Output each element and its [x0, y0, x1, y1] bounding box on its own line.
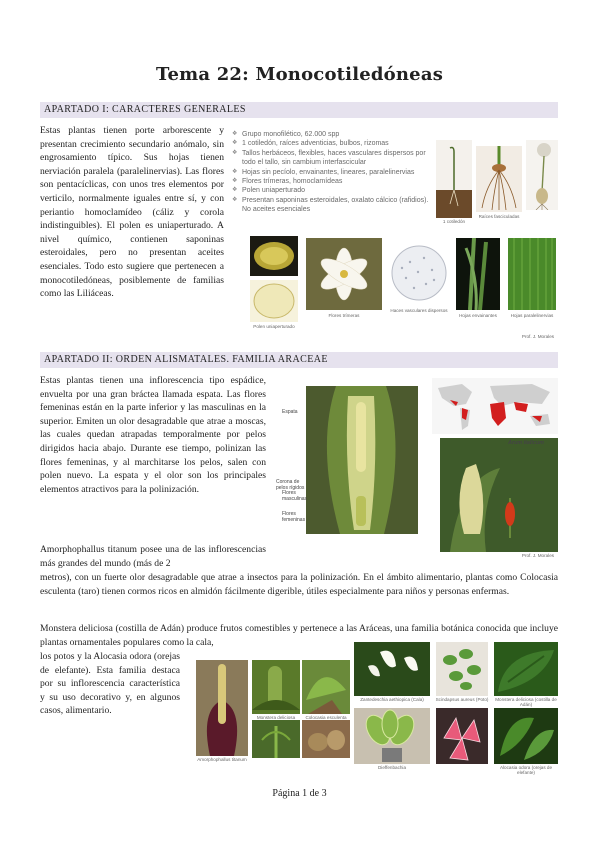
feature-item: ❖ Flores trímeras, homoclamídeas: [232, 177, 432, 186]
caption-zantedeschia: Zantedeschia aethiopica (Cala): [360, 697, 424, 702]
caption-monstera-f: Monstera deliciosa: [256, 715, 296, 720]
caption-flores: Flores trímeras: [328, 313, 360, 318]
aroid-image-2: [252, 720, 300, 758]
alocasia-image: [494, 708, 558, 764]
bulb-image: [526, 140, 558, 210]
monstera-leaf-image: [494, 642, 558, 696]
page-number: Página 1 de 3: [272, 788, 327, 799]
monstera-fruit-image: [252, 660, 300, 714]
parallel-leaves-image: [508, 238, 556, 310]
section-heading-1: APARTADO I: CARACTERES GENERALES: [40, 102, 558, 118]
feature-item: ❖ Hojas sin pecíolo, envainantes, lineares, paralelinervias: [232, 168, 432, 177]
caption-raices: Raíces fasciculadas: [478, 214, 520, 219]
feature-item: ❖ Tallos herbáceos, flexibles, haces vasculares dispersos por todo el tallo, sin cambium interfascicular: [232, 149, 432, 168]
distribution-map-image: [432, 378, 558, 434]
label-corona: Corona de pelos rígidos: [276, 479, 305, 491]
caladium-image: [436, 708, 488, 764]
feature-item: ❖ Polen uniaperturado: [232, 186, 432, 195]
caption-alocasia: Alocasia odora (orejas de elefante): [499, 765, 553, 775]
features-list: [232, 130, 432, 215]
colocasia-image: [302, 660, 350, 714]
label-femeninas: Flores femeninas: [282, 511, 306, 523]
caption-haces: Haces vasculares dispersos: [390, 308, 448, 313]
pothos-image: [436, 642, 488, 696]
section2-paragraph-2b: metros), con un fuerte olor desagradable que atrae a insectos para la polinización. En el ámbito alimentario, plantas como Colocasia esculenta (taro) tienen cormos ricos en almidón fácilmente digerible, útiles especialmente para niños y personas enfermas.: [40, 572, 558, 597]
label-espata: Espata: [282, 409, 298, 415]
dieffenbachia-image: [354, 708, 430, 764]
credit-1: Prof. J. Morales: [521, 334, 555, 339]
vascular-bundles-image: [390, 244, 448, 302]
pollen-image-1: [250, 236, 298, 276]
caption-scindapsus: Scindapsus aureus (Poto): [435, 697, 489, 702]
amorphophallus-image: [196, 660, 248, 756]
lily-flower-image: [306, 238, 382, 310]
feature-item: ❖ Grupo monofilético, 62.000 spp: [232, 130, 432, 139]
page-title: Tema 22: Monocotiledóneas: [155, 64, 444, 85]
section-heading-2: APARTADO II: ORDEN ALISMATALES. FAMILIA ARACEAE: [40, 352, 558, 368]
section2-paragraph-3b: los potos y la Alocasia odora (orejas de elefante). Esta familia destaca por su inflorescencia característica y su uso decorativo y, en algunos casos, alimentario.: [40, 651, 180, 717]
feature-item: ❖ 1 cotiledón, raíces adventicias, bulbos, rizomas: [232, 139, 432, 148]
taro-corm-image: [302, 720, 350, 758]
fibrous-roots-image: [476, 146, 522, 212]
label-arum: Arum italicum: [508, 440, 544, 446]
caption-dieffenbachia: Dieffenbachia: [377, 765, 406, 770]
caption-amorpho: Amorphophallus titanum: [197, 757, 247, 762]
caption-hojas-env: Hojas envainantes: [459, 313, 497, 318]
spadix-image: [306, 386, 418, 534]
label-masculinas: Flores masculinas: [282, 490, 308, 502]
caption-polen: Polen uniaperturado: [253, 324, 295, 329]
section2-paragraph-3a: Monstera deliciosa (costilla de Adán) produce frutos comestibles y pertenece a las Aráceas, una familia botánica conocida que incluye plantas ornamentales populares como la cala,: [40, 623, 558, 648]
seedling-image: [436, 140, 472, 218]
section2-paragraph-2a: Amorphophallus titanum posee una de las inflorescencias más grandes del mundo (más de 2: [40, 544, 266, 569]
credit-2: Prof. J. Morales: [521, 553, 555, 558]
caption-hojas-par: Hojas paralelinervias: [510, 313, 554, 318]
sheathing-leaves-image: [456, 238, 500, 310]
arum-italicum-image: [440, 438, 558, 552]
caption-monstera-c: Monstera deliciosa (costilla de Adán): [495, 697, 557, 707]
caption-colocasia: Colocasia esculenta: [305, 715, 347, 720]
cala-image: [354, 642, 430, 696]
caption-cotiledon: 1 cotiledón: [442, 219, 466, 224]
section2-paragraph-1: Estas plantas tienen una inflorescencia tipo espádice, envuelta por una gran bráctea llamada espata. Las flores femeninas están en la parte inferior y las masculinas en la superior. Emiten un olor desagradable que atrae a moscas, las cuales quedan atrapadas temporalmente por pelos dirigidos hacia abajo. Durante ese tiempo, polinizan las flores femeninas, y al marchitarse los pelos, salen con polen nuevo. La espata y el olor son los principales elementos atractivos para la polinización.: [40, 375, 266, 495]
pollen-image-2: [250, 280, 298, 322]
section1-paragraph: Estas plantas tienen porte arborescente y presentan crecimiento secundario anómalo, sin engrosamiento típico. Sus hojas tienen nerviación paralela (paralelinervias). Las flores son pentacíclicas, con unos tres elementos por verticilo, normalmente iguales entre sí, y con periantio homoclamídeo (cáliz y corola indistinguibles). El polen es uniaperturado. A nivel químico, contienen saponinas esteroidales, pero no presentan aceites esenciales. Todo esto sugiere que pertenecen a monocotiledóneas, posiblemente de familias como las Liliáceas.: [40, 125, 224, 300]
feature-item: ❖ Presentan saponinas esteroidales, oxalato cálcico (rafidios). No aceites esenciales: [232, 196, 432, 215]
